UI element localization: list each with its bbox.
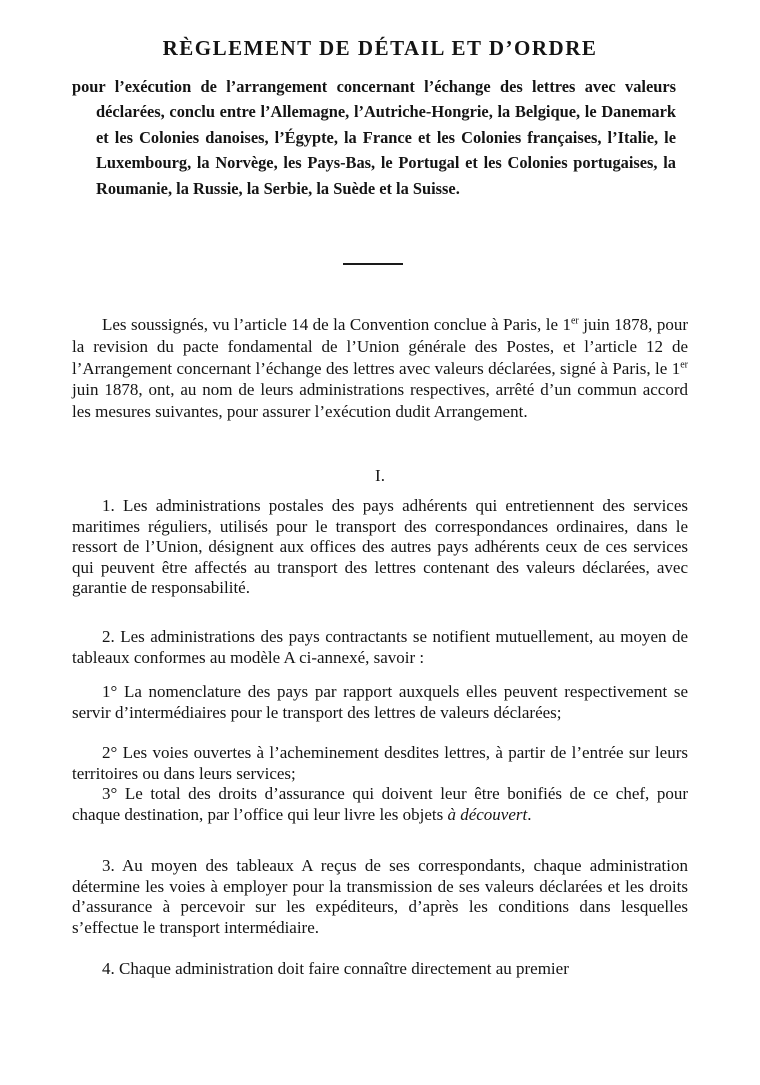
section-heading: I. — [375, 466, 385, 485]
list-item-3 — [72, 784, 688, 825]
list-item-3-end: . — [527, 804, 532, 824]
list-item-3-text: 3° Le total des droits d’assurance qui doivent leur être bonifiés de ce chef, pour chaque destination, par l’office qui leur livre les objets — [72, 784, 688, 824]
paragraph-3: 3. Au moyen des tableaux A reçus de ses correspondants, chaque administration détermine les voies à employer pour la transmission de ses valeurs déclarées et les droits d’assurance à percevoir sur les expéditeurs, d’après les conditions dans lesquelles s’effectue le transport intermédiaire. — [72, 856, 688, 937]
list-item-3-italic: à découvert — [447, 804, 528, 824]
intro-text-3: juin 1878, ont, au nom de leurs administrations respectives, arrêté d’un commun accord les mesures suivantes, pour assurer l’exécution dudit Arrangement. — [72, 380, 688, 422]
intro-text-2: juin 1878, pour la revision du pacte fondamental de l’Union générale des Postes, et l’article 12 de l’Arrangement concernant l’échange des lettres avec valeurs déclarées, signé à Paris, le 1 — [72, 315, 689, 378]
list-item-2: 2° Les voies ouvertes à l’acheminement desdites lettres, à partir de l’entrée sur leurs territoires ou dans leurs services; — [72, 743, 688, 783]
paragraph-2: 2. Les administrations des pays contractants se notifient mutuellement, au moyen de tableaux conformes au modèle A ci-annexé, savoir : — [72, 627, 688, 667]
intro-superscript-1: er — [570, 315, 579, 327]
document-title: RÈGLEMENT DE DÉTAIL ET D’ORDRE — [162, 36, 598, 60]
intro-paragraph — [72, 314, 688, 423]
document-subtitle: pour l’exécution de l’arrangement concernant l’échange des lettres avec valeurs déclarées, conclu entre l’Allemagne, l’Autriche-Hongrie, la Belgique, le Danemark et les Colonies danoises, l’Égypte, la France et les Colonies françaises, l’Italie, le Luxembourg, la Norvège, les Pays-Bas, le Portugal et les Colonies portugaises, la Roumanie, la Russie, la Serbie, la Suède et la Suisse. — [72, 77, 676, 198]
paragraph-4: 4. Chaque administration doit faire connaître directement au premier — [102, 959, 569, 978]
list-item-1: 1° La nomenclature des pays par rapport auxquels elles peuvent respectivement se servir d’intermédiaires pour le transport des lettres de valeurs déclarées; — [72, 682, 688, 722]
intro-text-1: Les soussignés, vu l’article 14 de la Convention conclue à Paris, le 1 — [102, 315, 571, 334]
title-divider — [343, 263, 403, 265]
paragraph-1: 1. Les administrations postales des pays adhérents qui entretiennent des services maritimes réguliers, utilisés pour le transport des correspondances ordinaires, dans le ressort de l’Union, désignent aux offices des autres pays adhérents ceux de ces services qui peuvent être affectés au transport des lettres contenant des valeurs déclarées, avec garantie de responsabilité. — [72, 496, 688, 598]
intro-superscript-2: er — [680, 358, 688, 370]
